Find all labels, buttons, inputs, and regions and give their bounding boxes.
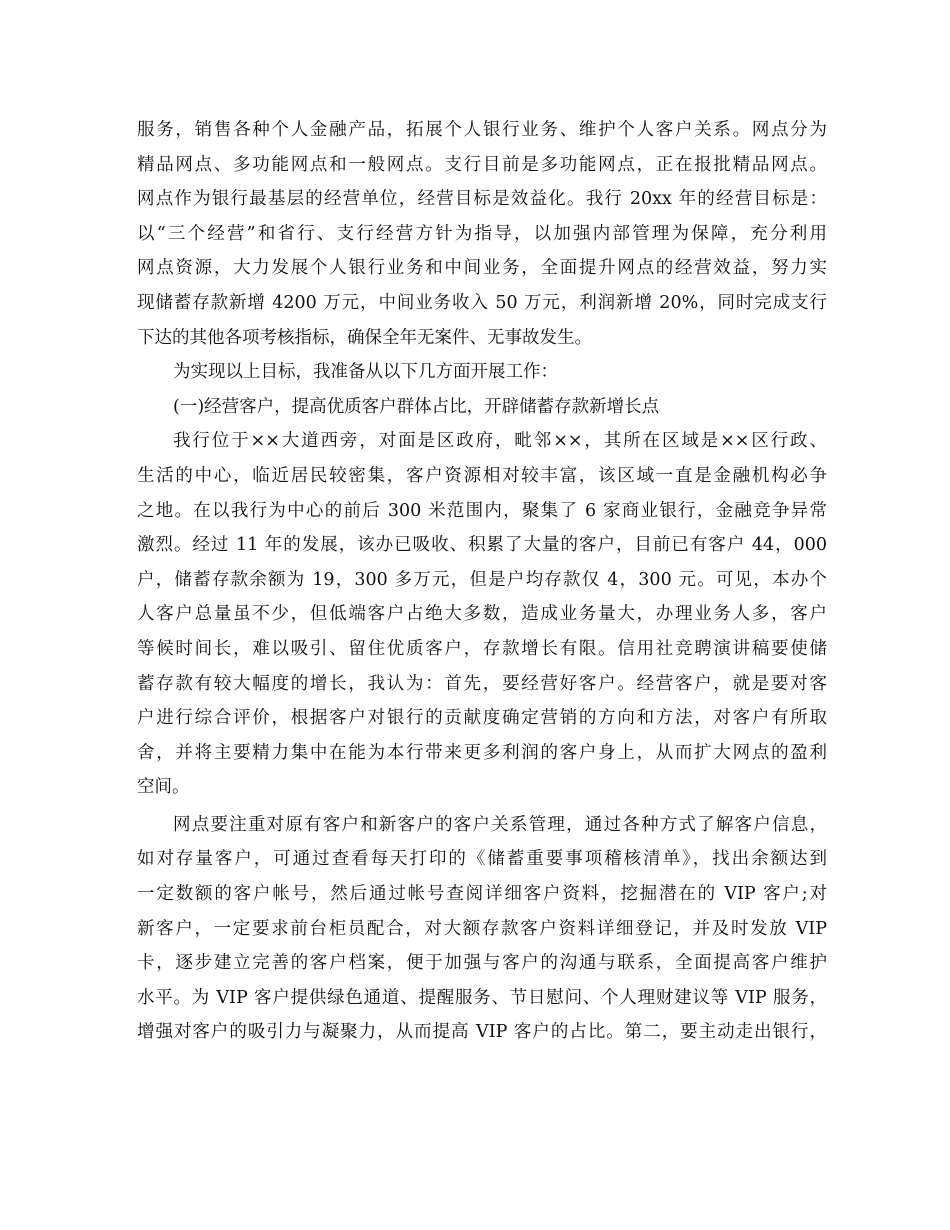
text-line: 我行位于××大道西旁，对面是区政府，毗邻××，其所在区域是××区行政、 [173, 431, 827, 452]
text-line: 网点作为银行最基层的经营单位，经营目标是效益化。我行 20xx 年的经营目标是： [137, 189, 827, 210]
text-line: 舍，并将主要精力集中在能为本行带来更多利润的客户身上，从而扩大网点的盈利 [137, 742, 827, 763]
text-line: 下达的其他各项考核指标，确保全年无案件、无事故发生。 [137, 327, 592, 348]
text-line: 网点资源，大力发展个人银行业务和中间业务，全面提升网点的经营效益，努力实 [137, 258, 827, 279]
text-line: 为实现以上目标，我准备从以下几方面开展工作： [173, 362, 558, 383]
text-line: 生活的中心，临近居民较密集，客户资源相对较丰富，该区域一直是金融机构必争 [137, 465, 827, 486]
document-body [137, 113, 827, 1050]
section-heading: (一)经营客户，提高优质客户群体占比，开辟储蓄存款新增长点 [173, 396, 660, 417]
text-line: 精品网点、多功能网点和一般网点。支行目前是多功能网点，正在报批精品网点。 [137, 154, 827, 175]
text-line: 卡，逐步建立完善的客户档案，便于加强与客户的沟通与联系，全面提高客户维护 [137, 953, 827, 974]
text-line: 之地。在以我行为中心的前后 300 米范围内，聚集了 6 家商业银行，金融竞争异常 [137, 500, 827, 521]
text-line: 增强对客户的吸引力与凝聚力，从而提高 VIP 客户的占比。第二，要主动走出银行， [137, 1022, 827, 1043]
text-line: 户进行综合评价，根据客户对银行的贡献度确定营销的方向和方法，对客户有所取 [137, 708, 827, 729]
text-line: 服务，销售各种个人金融产品，拓展个人银行业务、维护个人客户关系。网点分为 [137, 120, 827, 140]
text-line: 网点要注重对原有客户和新客户的客户关系管理，通过各种方式了解客户信息， [173, 814, 827, 835]
text-line: 一定数额的客户帐号，然后通过帐号查阅详细客户资料，挖掘潜在的 VIP 客户;对 [137, 884, 827, 905]
text-line: 蓄存款有较大幅度的增长，我认为：首先，要经营好客户。经营客户，就是要对客 [137, 673, 827, 694]
text-line: 水平。为 VIP 客户提供绿色通道、提醒服务、节日慰问、个人理财建议等 VIP 服务， [137, 987, 827, 1008]
text-line: 以“三个经营”和省行、支行经营方针为指导，以加强内部管理为保障，充分利用 [137, 223, 827, 244]
text-line: 如对存量客户，可通过查看每天打印的《储蓄重要事项稽核清单》，找出余额达到 [137, 849, 827, 870]
text-line: 新客户，一定要求前台柜员配合，对大额存款客户资料详细登记，并及时发放 VIP [137, 918, 827, 939]
text-line: 激烈。经过 11 年的发展，该办已吸收、积累了大量的客户，目前已有客户 44，000 [137, 535, 827, 556]
text-line: 空间。 [137, 777, 190, 798]
text-line: 人客户总量虽不少，但低端客户占绝大多数，造成业务量大，办理业务人多，客户 [137, 604, 827, 625]
text-line: 现储蓄存款新增 4200 万元，中间业务收入 50 万元，利润新增 20%，同时完成支行 [137, 292, 827, 313]
text-line: 等候时间长，难以吸引、留住优质客户，存款增长有限。信用社竞聘演讲稿要使储 [137, 638, 827, 659]
text-line: 户，储蓄存款余额为 19，300 多万元，但是户均存款仅 4，300 元。可见，本办个 [137, 569, 827, 590]
